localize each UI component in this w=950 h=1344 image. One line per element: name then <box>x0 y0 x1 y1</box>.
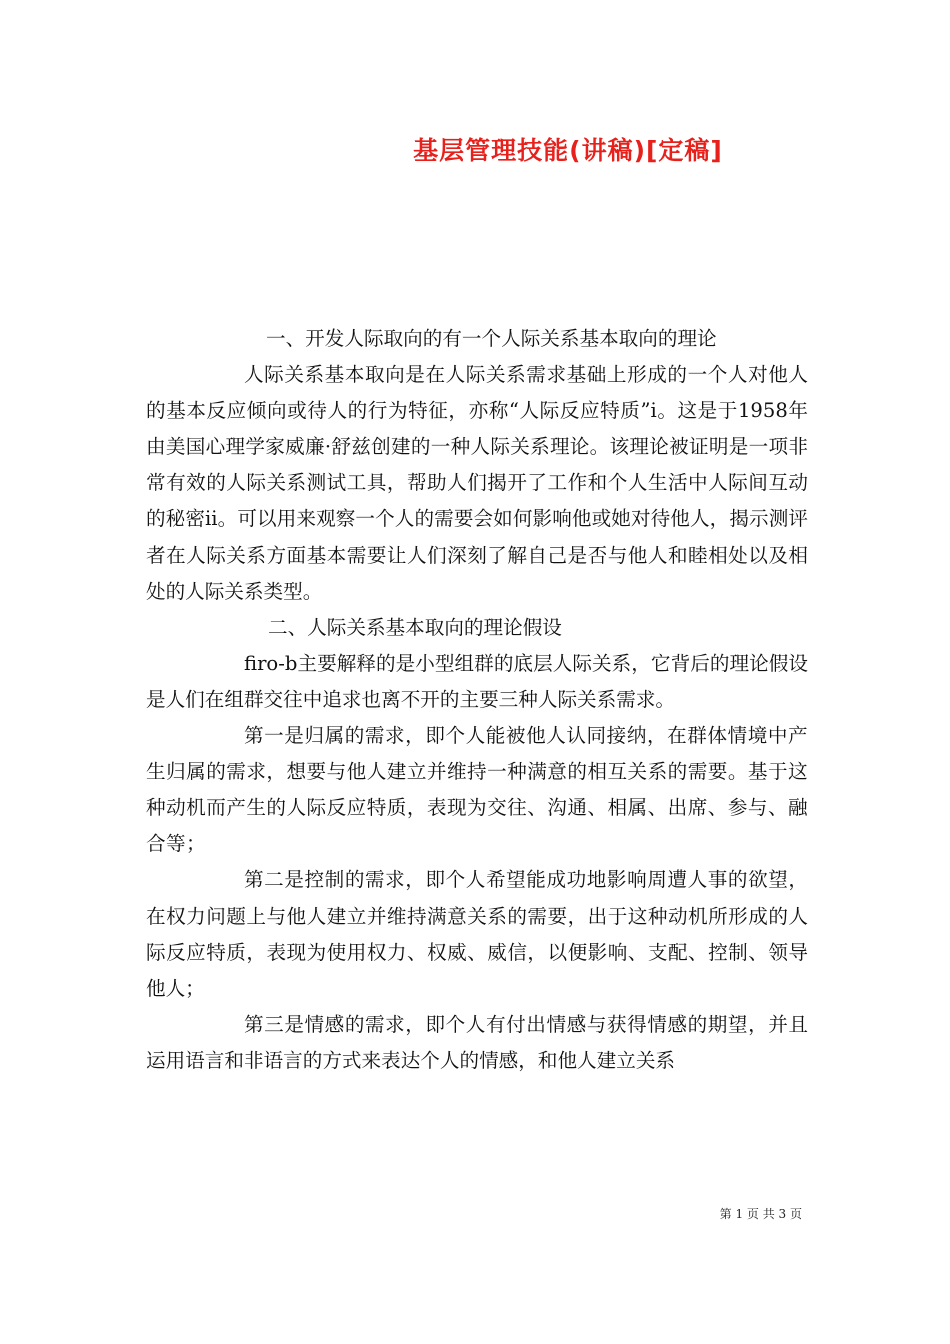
body-paragraph: 第二是控制的需求，即个人希望能成功地影响周遭人事的欲望，在权力问题上与他人建立并维持满意关系的需要，出于这种动机所形成的人际反应特质，表现为使用权力、权威、威信，以便影响、支配、控制、领导他人； <box>146 868 808 1000</box>
body-paragraph: 人际关系基本取向是在人际关系需求基础上形成的一个人对他人的基本反应倾向或待人的行为特征，亦称“人际反应特质”i。这是于1958年由美国心理学家威廉·舒兹创建的一种人际关系理论。该理论被证明是一项非常有效的人际关系测试工具，帮助人们揭开了工作和个人生活中人际间互动的秘密ii。可以用来观察一个人的需要会如何影响他或她对待他人，揭示测评者在人际关系方面基本需要让人们深刻了解自己是否与他人和睦相处以及相处的人际关系类型。 <box>146 363 808 603</box>
section-heading: 一、开发人际取向的有一个人际关系基本取向的理论 <box>266 327 717 350</box>
page-number-footer: 第 1 页 共 3 页 <box>719 1207 802 1221</box>
document-body <box>146 321 808 1079</box>
body-paragraph: firo-b主要解释的是小型组群的底层人际关系，它背后的理论假设是人们在组群交往中追求也离不开的主要三种人际关系需求。 <box>146 651 808 711</box>
body-paragraph: 第一是归属的需求，即个人能被他人认同接纳，在群体情境中产生归属的需求，想要与他人建立并维持一种满意的相互关系的需要。基于这种动机而产生的人际反应特质，表现为交往、沟通、相属、出席、参与、融合等； <box>146 724 808 856</box>
page-title: 基层管理技能(讲稿)[定稿] <box>413 136 723 165</box>
section-heading: 二、人际关系基本取向的理论假设 <box>268 615 562 639</box>
body-paragraph: 第三是情感的需求，即个人有付出情感与获得情感的期望，并且运用语言和非语言的方式来表达个人的情感，和他人建立关系 <box>146 1012 808 1072</box>
